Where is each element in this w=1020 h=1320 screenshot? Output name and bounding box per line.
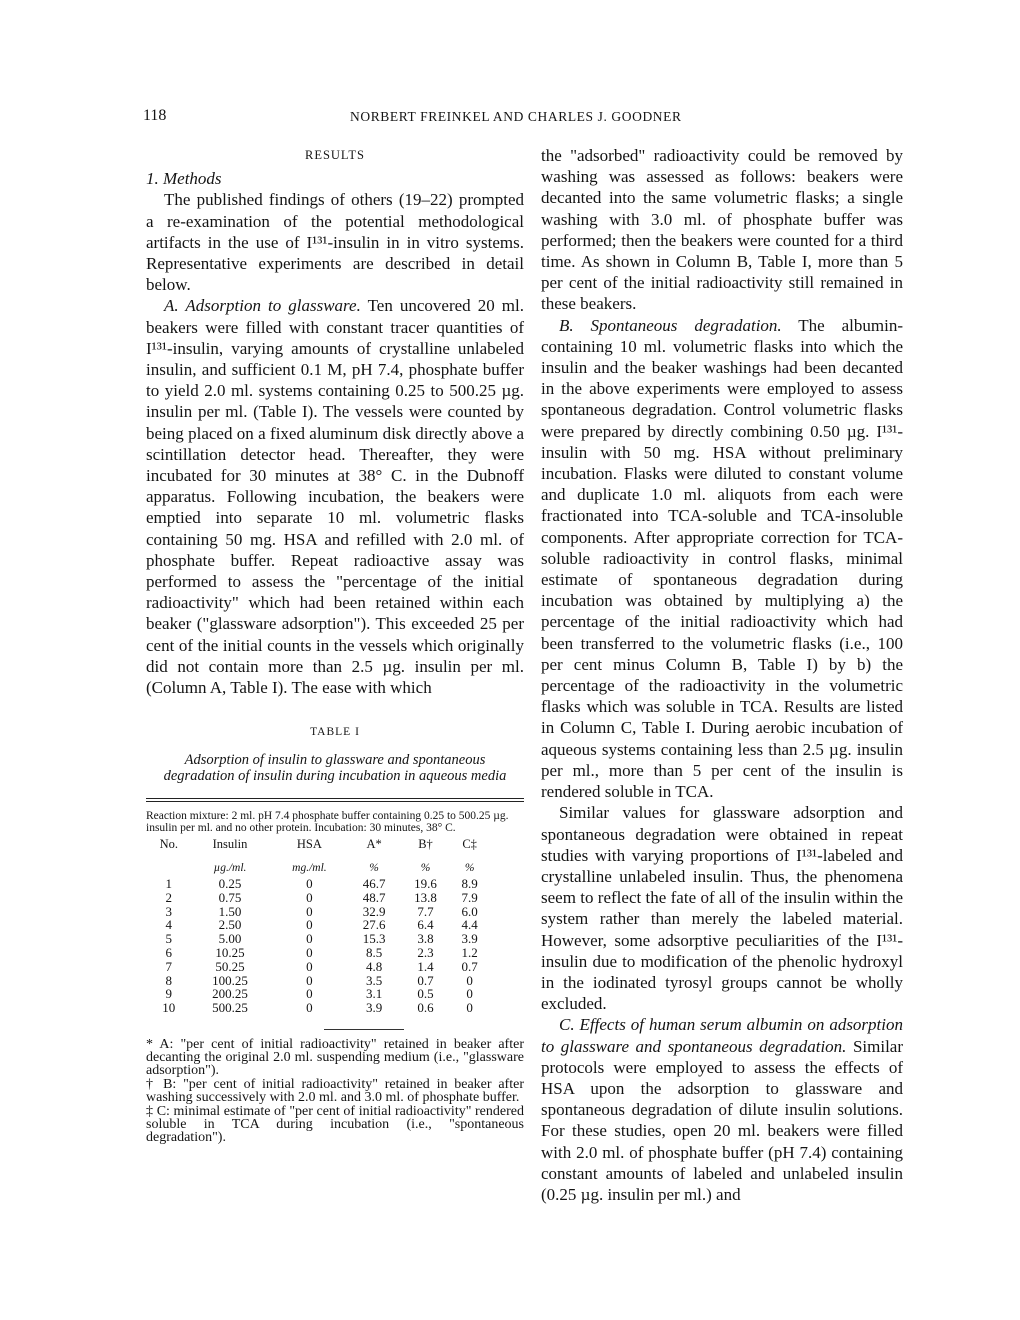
column-header: C‡: [462, 837, 477, 852]
table-cell: 0: [306, 986, 313, 1002]
paragraph: [541, 1014, 903, 1205]
table-cell: 7.7: [417, 903, 434, 919]
subheading-methods: 1. Methods: [146, 169, 222, 189]
table-cell: 3.1: [365, 986, 383, 1002]
table-cell: 0.5: [417, 986, 434, 1002]
table-cell: 48.7: [362, 889, 386, 905]
table-cell: 200.25: [212, 986, 248, 1002]
table-row: [148, 987, 488, 1001]
footnote: ‡ C: minimal estimate of "per cent of initial radioactivity" rendered soluble in TCA during incubation (i.e., "spontaneous degradation").: [146, 1104, 524, 1146]
table-cell: 8.5: [365, 945, 383, 961]
running-head: NORBERT FREINKEL AND CHARLES J. GOODNER: [350, 109, 682, 124]
table-cell: 100.25: [212, 972, 248, 988]
table-cell: 0.7: [461, 958, 478, 974]
table-cell: 0: [306, 889, 313, 905]
table-cell: 0.7: [417, 972, 434, 988]
table-cell: 0: [306, 958, 313, 974]
table-cell: 1: [165, 876, 173, 892]
table-cell: 3.9: [365, 1000, 383, 1016]
table-cell: 5.00: [218, 931, 242, 947]
table-cell: 6.4: [417, 917, 434, 933]
paragraph: [541, 315, 903, 803]
table-row: [148, 946, 488, 960]
table-cell: 6.0: [461, 903, 478, 919]
table-cell: 19.6: [414, 876, 437, 892]
table-cell: 10.25: [215, 945, 245, 961]
table-footnotes: [146, 1038, 524, 1144]
table-row: [148, 891, 488, 905]
unit-cell: mg./ml.: [292, 862, 327, 875]
table-cell: 0: [306, 1000, 313, 1016]
table-row: [148, 877, 488, 891]
table-header-row: [148, 838, 488, 862]
table-cell: 1.50: [218, 903, 242, 919]
table-cell: 10: [162, 1000, 176, 1016]
paragraph: [146, 295, 524, 698]
table-cell: 1.2: [461, 945, 478, 961]
table-cell: 7.9: [461, 889, 478, 905]
table-cell: 32.9: [362, 903, 386, 919]
table-cell: 500.25: [212, 1000, 248, 1016]
table-cell: 5: [165, 931, 173, 947]
table-cell: 27.6: [362, 917, 386, 933]
table-units-row: [148, 862, 488, 877]
table-cell: 9: [165, 986, 173, 1002]
table-cell: 0.25: [218, 876, 242, 892]
paragraph: Similar values for glassware adsorption and spontaneous degradation were obtained in repeat studies with varying proportions of I¹³¹-labeled and crystalline unlabeled insulin. Thus, the phenomena seem to reflect the fate of all of the insulin within the system rather than merely the labeled material. However, some adsorptive peculiarities of the I¹³¹-insulin due to modification of the phenolic hydroxyl in the iodinated tyrosyl groups cannot be wholly excluded.: [541, 803, 903, 1014]
table-note: Reaction mixture: 2 ml. pH 7.4 phosphate buffer containing 0.25 to 500.25 µg. insulin per ml. and no other protein. Incubation: 30 minutes, 38° C.: [146, 810, 509, 835]
table-top-rule: [146, 798, 524, 799]
table-cell: 6: [165, 945, 173, 961]
table-cell: 2.50: [218, 917, 242, 933]
section-heading: RESULTS: [304, 148, 366, 162]
table-caption: Adsorption of insulin to glassware and spontaneous degradation of insulin during incubation in aqueous media: [163, 752, 507, 784]
table-row: [148, 905, 488, 919]
paragraph: The published findings of others (19–22) prompted a re-examination of the potential methodological artifacts in the use of I¹³¹-insulin in in vitro systems. Representative experiments are described in detail below.: [146, 190, 524, 295]
table-cell: 0.6: [417, 1000, 434, 1016]
table-cell: 0: [466, 986, 473, 1002]
table-cell: 4.8: [365, 958, 383, 974]
paragraph-lead: B. Spontaneous degradation.: [559, 315, 782, 335]
table-cell: 0: [306, 876, 313, 892]
table-cell: 0: [466, 972, 473, 988]
right-column: [541, 145, 903, 1205]
table-cell: 0: [306, 945, 313, 961]
table-row: [148, 932, 488, 946]
table-row: [148, 960, 488, 974]
page-number: 118: [143, 107, 167, 124]
column-header: B†: [418, 837, 433, 852]
table-top-rule: [146, 801, 524, 802]
table-cell: 4.4: [461, 917, 478, 933]
column-header: A*: [366, 837, 382, 852]
unit-cell: %: [420, 862, 431, 875]
table-cell: 4: [165, 917, 173, 933]
table-cell: 0.75: [218, 889, 242, 905]
table-cell: 3.9: [461, 931, 478, 947]
column-header: Insulin: [212, 837, 248, 852]
unit-cell: µg./ml.: [213, 862, 247, 875]
unit-cell: %: [464, 862, 475, 875]
table-cell: 7: [165, 958, 173, 974]
left-column: [146, 145, 524, 1145]
table-cell: 8.9: [461, 876, 478, 892]
table-cell: 13.8: [414, 889, 437, 905]
unit-cell: [148, 862, 190, 877]
table-label: TABLE I: [310, 726, 360, 739]
paragraph: the "adsorbed" radioactivity could be removed by washing was assessed as follows: beakers were decanted into the same volumetric flasks; a single washing with 3.0 ml. of phosphate buffer was performed; then the beakers were counted for a third time. As shown in Column B, Table I, more than 5 per cent of the initial radioactivity still remained in these beakers.: [541, 146, 903, 314]
table-row: [148, 1001, 488, 1015]
table-cell: 2.3: [417, 945, 434, 961]
table-cell: 3.5: [365, 972, 383, 988]
table-cell: 3: [165, 903, 173, 919]
footnote-rule: [324, 1029, 404, 1030]
table-cell: 0: [466, 1000, 473, 1016]
table-cell: 46.7: [362, 876, 386, 892]
column-header: No.: [159, 837, 178, 852]
footnote: * A: "per cent of initial radioactivity" retained in beaker after decanting the original 2.0 ml. suspending medium (i.e., "glassware adsorption").: [146, 1037, 524, 1079]
table-cell: 3.8: [417, 931, 434, 947]
table-cell: 15.3: [362, 931, 386, 947]
table-cell: 0: [306, 972, 313, 988]
footnote: † B: "per cent of initial radioactivity" retained in beaker after washing successively with 2.0 ml. and 3.0 ml. of phosphate buffer.: [146, 1077, 524, 1106]
table-row: [148, 974, 488, 988]
table-cell: 0: [306, 917, 313, 933]
column-header: HSA: [296, 837, 322, 852]
table-row: [148, 918, 488, 932]
paragraph-body: The albumin-containing 10 ml. volumetric flasks into which the insulin and the beaker washings had been decanted in the above experiments were employed to assess spontaneous degradation. Control volumetric flasks were prepared by directly combining 0.50 µg. I¹³¹-insulin with 50 mg. HSA without preliminary incubation. Flasks were diluted to constant volume and duplicate 1.0 ml. aliquots from each were fractionated into TCA-soluble and TCA-insoluble components. After appropriate correction for TCA-soluble radioactivity in control flasks, minimal estimate of spontaneous degradation during incubation was obtained by multiplying a) the percentage of the initial radioactivity which had been transferred to the volumetric flasks (i.e., 100 per cent minus Column B, Table I) by b) the percentage of the radioactivity in the volumetric flasks which was soluble in TCA. Results are listed in Column C, Table I. During aerobic incubation of aqueous systems containing less than 2.5 µg. insulin per ml., more than 5 per cent of the insulin is rendered soluble in TCA.: [541, 315, 903, 802]
paragraph-body: Similar protocols were employed to assess the effects of HSA upon the adsorption to glassware and spontaneous degradation of dilute insulin solutions. For these studies, open 20 ml. beakers were filled with 2.0 ml. of phosphate buffer (pH 7.4) containing constant amounts of labeled and unlabeled insulin (0.25 µg. insulin per ml.) and: [541, 1036, 904, 1204]
table-cell: 0: [306, 931, 313, 947]
table-cell: 0: [306, 903, 313, 919]
paragraph-body: Ten uncovered 20 ml. beakers were filled with constant tracer quantities of I¹³¹-insulin, varying amounts of crystalline unlabeled insulin, and sufficient 0.1 M, pH 7.4, phosphate buffer to yield 2.0 ml. systems containing 0.25 to 500.25 µg. insulin per ml. (Table I). The vessels were counted by being placed on a fixed aluminum disk directly above a scintillation detector head. Thereafter, they were incubated for 30 minutes at 38° C. in the Dubnoff apparatus. Following incubation, the beakers were emptied into separate 10 ml. volumetric flasks containing 50 mg. HSA and refilled with 2.0 ml. of phosphate buffer. Repeat radioactive assay was performed to assess the "percentage of the initial radioactivity" which had been retained within each beaker ("glassware adsorption"). This exceeded 25 per cent of the initial counts in the vessels which originally did not contain more than 2.5 µg. insulin per ml. (Column A, Table I). The ease with which: [146, 296, 524, 698]
table-cell: 8: [165, 972, 173, 988]
unit-cell: %: [369, 862, 379, 875]
paragraph-lead: A. Adsorption to glassware.: [164, 296, 361, 316]
paragraph-lead: C. Effects of human serum albumin on adsorption to glassware and spontaneous degradation.: [541, 1015, 903, 1056]
table-cell: 50.25: [215, 958, 245, 974]
table-cell: 2: [165, 889, 173, 905]
data-table: [148, 838, 488, 1015]
table-cell: 1.4: [417, 958, 434, 974]
